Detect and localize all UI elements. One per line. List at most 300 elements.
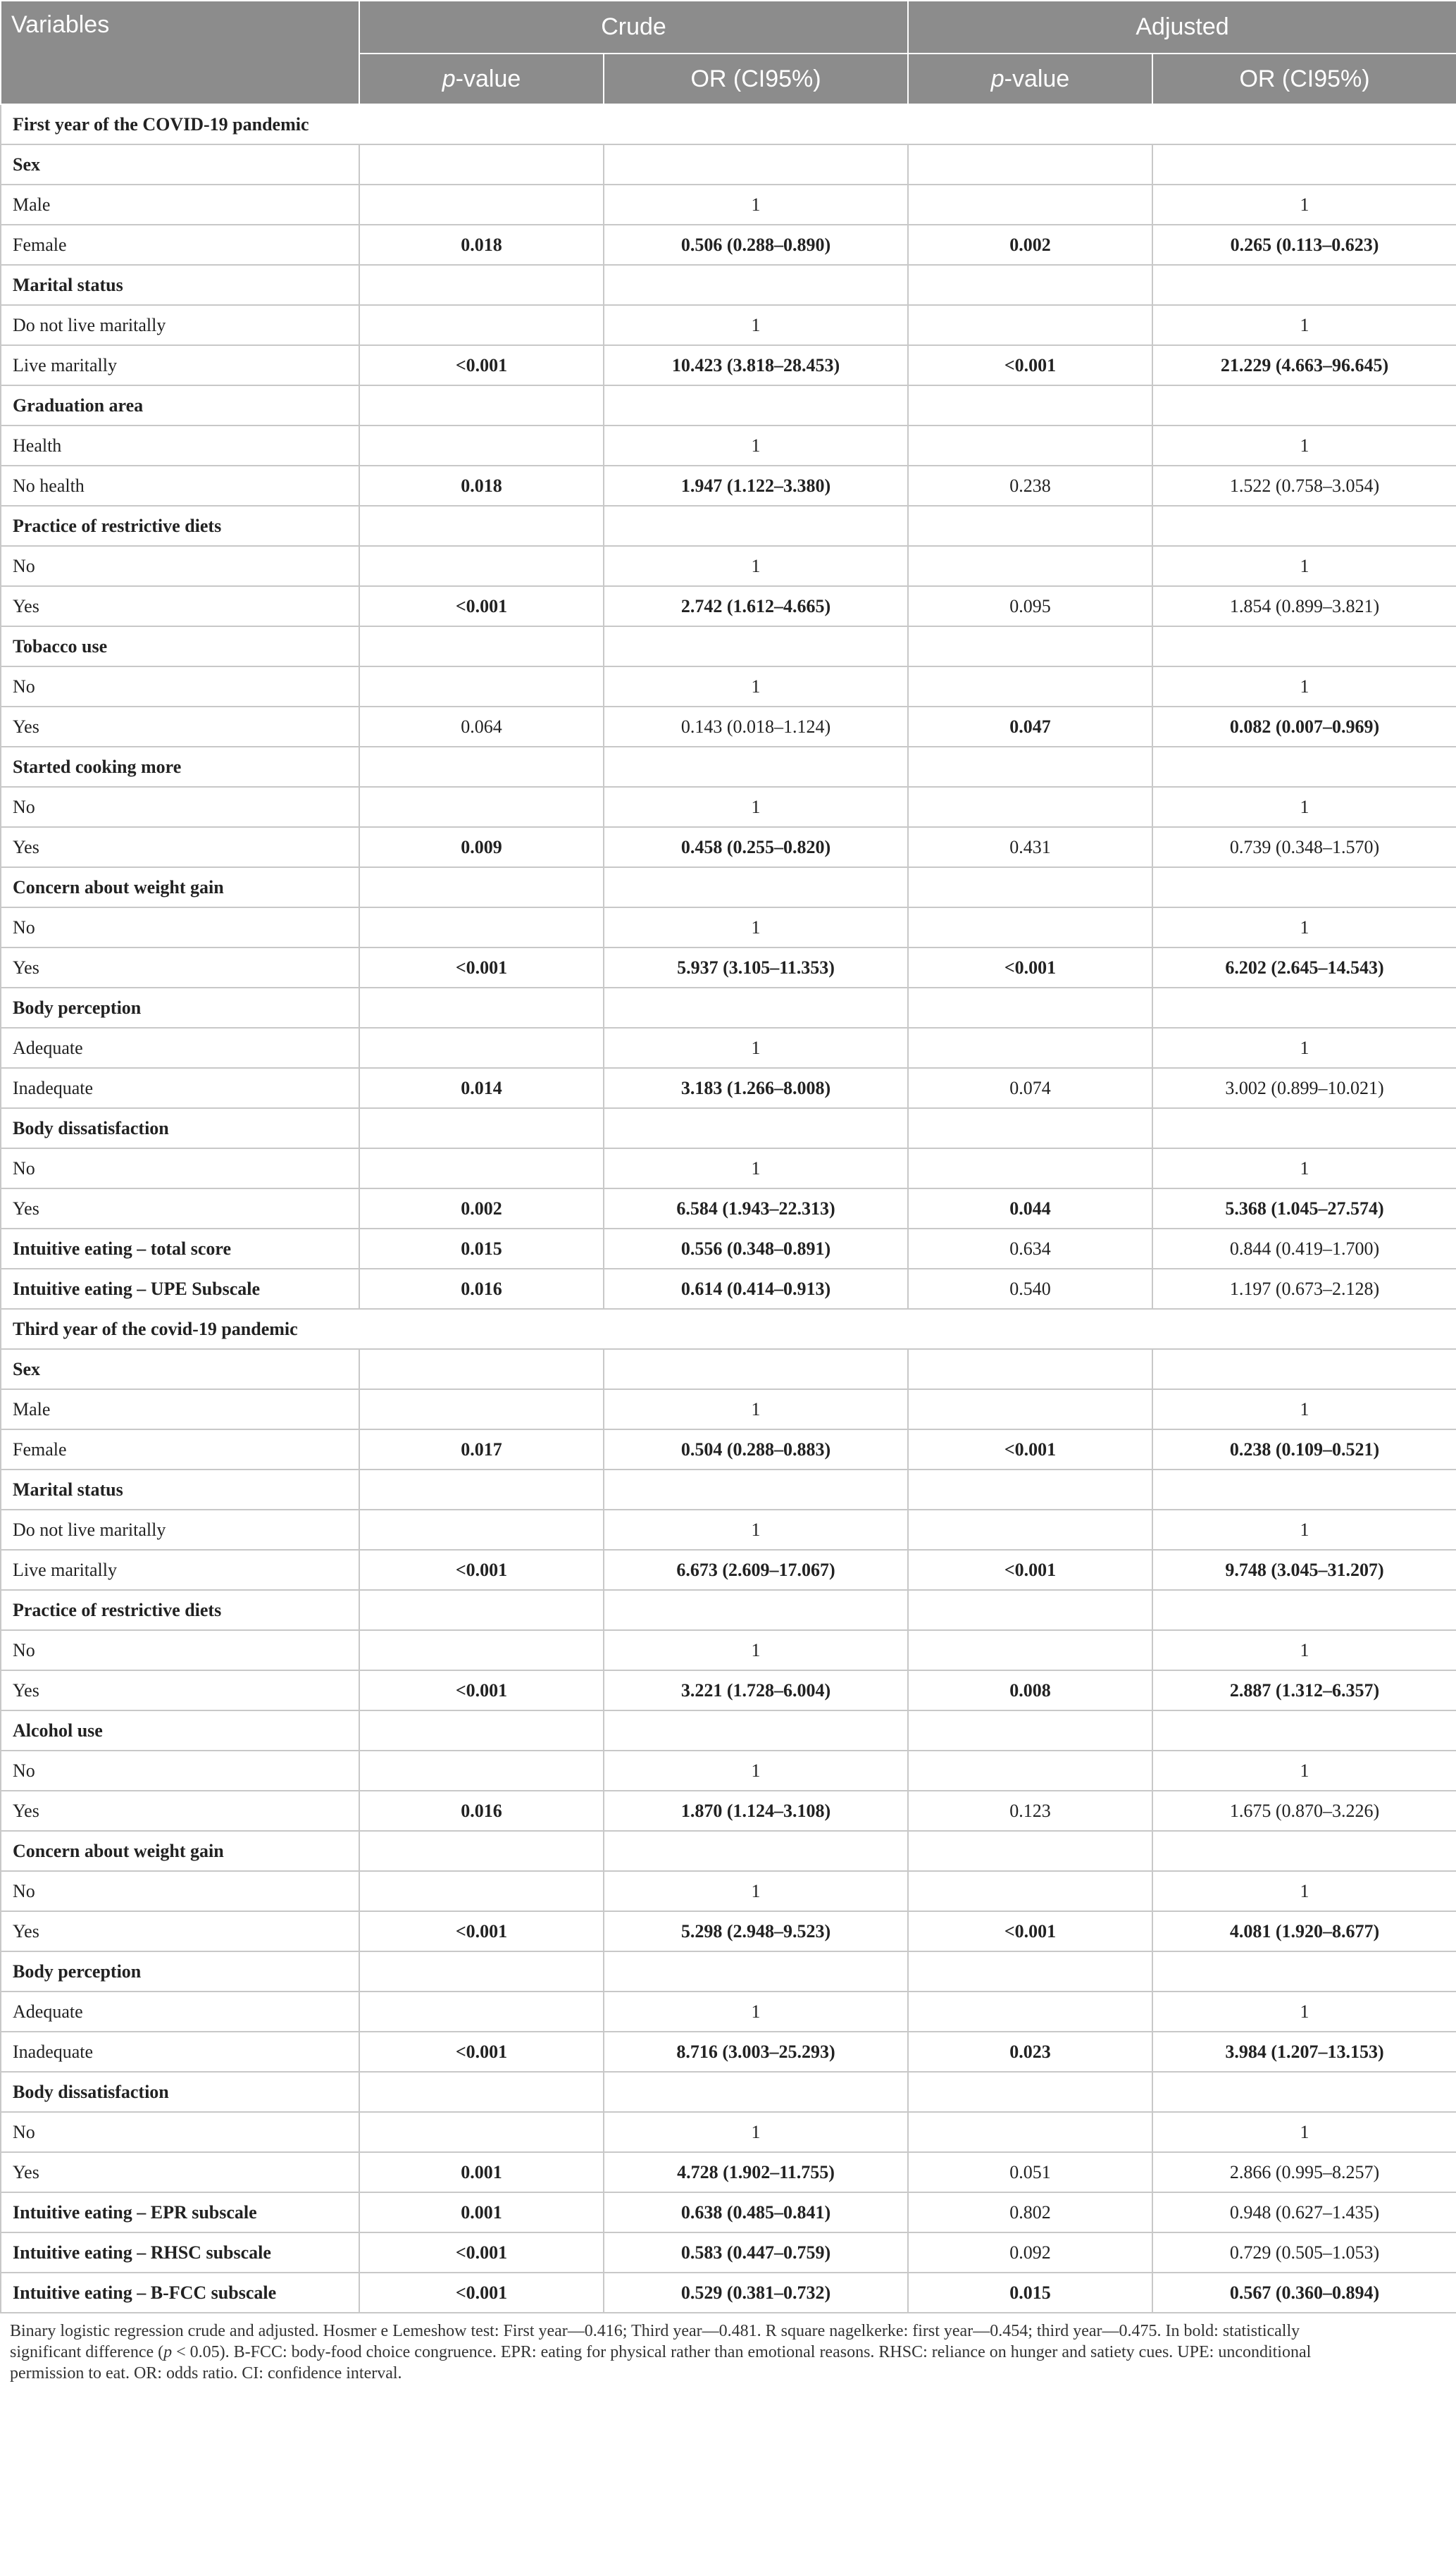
footnote-line-2: significant difference (p < 0.05). B-FCC: body-food choice congruence. EPR: eating for physical rather than emotional reasons. RHSC: reliance on hunger and satiety cues. UPE: unconditional xyxy=(10,2343,1312,2361)
crude-p-value: <0.001 xyxy=(359,1550,604,1590)
crude-p-value xyxy=(359,1751,604,1791)
adjusted-or: 1.197 (0.673–2.128) xyxy=(1152,1269,1456,1309)
empty-cell xyxy=(908,385,1152,425)
adjusted-p-value: 0.238 xyxy=(908,466,1152,506)
adjusted-or: 1 xyxy=(1152,1510,1456,1550)
variable-label: Intuitive eating – RHSC subscale xyxy=(1,2232,359,2273)
table-row xyxy=(1,345,1456,385)
adjusted-or: 3.002 (0.899–10.021) xyxy=(1152,1068,1456,1108)
crude-p-value xyxy=(359,1028,604,1068)
empty-cell xyxy=(908,1951,1152,1992)
crude-or: 0.143 (0.018–1.124) xyxy=(604,707,908,747)
crude-or: 1 xyxy=(604,1871,908,1911)
table-row xyxy=(1,1068,1456,1108)
section-row xyxy=(1,1309,1456,1349)
table-row xyxy=(1,1871,1456,1911)
empty-cell xyxy=(604,747,908,787)
group-row xyxy=(1,1710,1456,1751)
adjusted-p-value: 0.092 xyxy=(908,2232,1152,2273)
table-row xyxy=(1,1911,1456,1951)
crude-p-value xyxy=(359,185,604,225)
adjusted-p-value xyxy=(908,1630,1152,1670)
adjusted-or: 2.866 (0.995–8.257) xyxy=(1152,2152,1456,2192)
adjusted-or: 0.739 (0.348–1.570) xyxy=(1152,827,1456,867)
table-row xyxy=(1,1229,1456,1269)
variable-label: Intuitive eating – EPR subscale xyxy=(1,2192,359,2232)
variable-label: Male xyxy=(1,185,359,225)
variable-label: Female xyxy=(1,225,359,265)
table-row xyxy=(1,2192,1456,2232)
crude-or: 0.504 (0.288–0.883) xyxy=(604,1429,908,1470)
table-row xyxy=(1,425,1456,466)
empty-cell xyxy=(908,1831,1152,1871)
empty-cell xyxy=(604,867,908,907)
table-row xyxy=(1,466,1456,506)
crude-p-value xyxy=(359,546,604,586)
adjusted-p-value xyxy=(908,546,1152,586)
crude-or: 1 xyxy=(604,1992,908,2032)
crude-p-value xyxy=(359,1389,604,1429)
adjusted-or: 1 xyxy=(1152,1028,1456,1068)
crude-p-value: 0.017 xyxy=(359,1429,604,1470)
empty-cell xyxy=(359,2072,604,2112)
variable-label: No xyxy=(1,787,359,827)
empty-cell xyxy=(359,626,604,666)
variable-label: Yes xyxy=(1,1911,359,1951)
variable-label: Yes xyxy=(1,948,359,988)
empty-cell xyxy=(359,1951,604,1992)
crude-or: 1 xyxy=(604,666,908,707)
variable-label: Yes xyxy=(1,2152,359,2192)
adjusted-or: 1 xyxy=(1152,1992,1456,2032)
empty-cell xyxy=(908,1470,1152,1510)
adjusted-p-value: 0.074 xyxy=(908,1068,1152,1108)
variable-label: Intuitive eating – UPE Subscale xyxy=(1,1269,359,1309)
table-row xyxy=(1,666,1456,707)
group-label: Started cooking more xyxy=(1,747,359,787)
crude-or: 1 xyxy=(604,425,908,466)
adjusted-p-value: 0.023 xyxy=(908,2032,1152,2072)
adjusted-p-value: 0.051 xyxy=(908,2152,1152,2192)
empty-cell xyxy=(1152,1831,1456,1871)
empty-cell xyxy=(604,1590,908,1630)
group-row xyxy=(1,385,1456,425)
crude-or: 5.298 (2.948–9.523) xyxy=(604,1911,908,1951)
table-row xyxy=(1,2152,1456,2192)
adjusted-or: 0.948 (0.627–1.435) xyxy=(1152,2192,1456,2232)
section-row xyxy=(1,104,1456,144)
adjusted-p-value xyxy=(908,1510,1152,1550)
variable-label: No xyxy=(1,2112,359,2152)
variable-label: Health xyxy=(1,425,359,466)
empty-cell xyxy=(1152,1710,1456,1751)
empty-cell xyxy=(359,144,604,185)
table-row xyxy=(1,2273,1456,2313)
variable-label: No xyxy=(1,907,359,948)
table-row xyxy=(1,546,1456,586)
empty-cell xyxy=(1152,747,1456,787)
header-adjusted-p-value: p-value xyxy=(908,54,1152,104)
variable-label: Inadequate xyxy=(1,2032,359,2072)
group-label: Concern about weight gain xyxy=(1,867,359,907)
variable-label: Inadequate xyxy=(1,1068,359,1108)
table-row xyxy=(1,907,1456,948)
crude-or: 10.423 (3.818–28.453) xyxy=(604,345,908,385)
adjusted-or: 3.984 (1.207–13.153) xyxy=(1152,2032,1456,2072)
crude-or: 1 xyxy=(604,185,908,225)
group-label: Marital status xyxy=(1,265,359,305)
empty-cell xyxy=(1152,385,1456,425)
variable-label: Live maritally xyxy=(1,1550,359,1590)
empty-cell xyxy=(908,1108,1152,1148)
variable-label: Male xyxy=(1,1389,359,1429)
empty-cell xyxy=(908,506,1152,546)
adjusted-p-value: <0.001 xyxy=(908,1550,1152,1590)
empty-cell xyxy=(604,2072,908,2112)
group-label: Body dissatisfaction xyxy=(1,2072,359,2112)
adjusted-or: 21.229 (4.663–96.645) xyxy=(1152,345,1456,385)
adjusted-p-value: 0.044 xyxy=(908,1188,1152,1229)
empty-cell xyxy=(604,1349,908,1389)
adjusted-p-value: 0.008 xyxy=(908,1670,1152,1710)
crude-or: 0.458 (0.255–0.820) xyxy=(604,827,908,867)
header-variables: Variables xyxy=(1,1,359,104)
group-row xyxy=(1,1831,1456,1871)
adjusted-or: 1.854 (0.899–3.821) xyxy=(1152,586,1456,626)
crude-p-value xyxy=(359,1630,604,1670)
adjusted-p-value xyxy=(908,1871,1152,1911)
variable-label: No xyxy=(1,1751,359,1791)
crude-p-value: 0.001 xyxy=(359,2152,604,2192)
table-row xyxy=(1,1550,1456,1590)
adjusted-or: 0.844 (0.419–1.700) xyxy=(1152,1229,1456,1269)
crude-or: 4.728 (1.902–11.755) xyxy=(604,2152,908,2192)
adjusted-p-value xyxy=(908,1028,1152,1068)
table-row xyxy=(1,305,1456,345)
adjusted-p-value: 0.634 xyxy=(908,1229,1152,1269)
adjusted-or: 1 xyxy=(1152,787,1456,827)
variable-label: No health xyxy=(1,466,359,506)
table-row xyxy=(1,2232,1456,2273)
adjusted-p-value xyxy=(908,185,1152,225)
adjusted-or: 1 xyxy=(1152,425,1456,466)
group-row xyxy=(1,1590,1456,1630)
table-row xyxy=(1,948,1456,988)
empty-cell xyxy=(1152,867,1456,907)
crude-p-value: 0.014 xyxy=(359,1068,604,1108)
variable-label: Female xyxy=(1,1429,359,1470)
group-row xyxy=(1,2072,1456,2112)
table-header xyxy=(1,1,1456,104)
crude-p-value: <0.001 xyxy=(359,2232,604,2273)
crude-or: 1 xyxy=(604,1389,908,1429)
crude-or: 1 xyxy=(604,1630,908,1670)
adjusted-or: 1 xyxy=(1152,1630,1456,1670)
empty-cell xyxy=(604,1108,908,1148)
crude-or: 3.183 (1.266–8.008) xyxy=(604,1068,908,1108)
crude-or: 2.742 (1.612–4.665) xyxy=(604,586,908,626)
empty-cell xyxy=(604,988,908,1028)
table-row xyxy=(1,707,1456,747)
crude-p-value: <0.001 xyxy=(359,948,604,988)
header-crude-or: OR (CI95%) xyxy=(604,54,908,104)
adjusted-p-value: <0.001 xyxy=(908,1911,1152,1951)
empty-cell xyxy=(908,1349,1152,1389)
table-row xyxy=(1,1429,1456,1470)
group-row xyxy=(1,988,1456,1028)
table-body xyxy=(1,104,1456,2313)
adjusted-p-value xyxy=(908,1751,1152,1791)
group-label: Concern about weight gain xyxy=(1,1831,359,1871)
empty-cell xyxy=(359,1831,604,1871)
crude-p-value: 0.015 xyxy=(359,1229,604,1269)
adjusted-or: 0.082 (0.007–0.969) xyxy=(1152,707,1456,747)
crude-or: 1 xyxy=(604,546,908,586)
variable-label: No xyxy=(1,546,359,586)
table-row xyxy=(1,787,1456,827)
variable-label: Live maritally xyxy=(1,345,359,385)
group-row xyxy=(1,265,1456,305)
empty-cell xyxy=(359,1710,604,1751)
empty-cell xyxy=(1152,265,1456,305)
variable-label: No xyxy=(1,1148,359,1188)
empty-cell xyxy=(1152,144,1456,185)
crude-p-value xyxy=(359,425,604,466)
crude-p-value: <0.001 xyxy=(359,586,604,626)
table-row xyxy=(1,185,1456,225)
adjusted-or: 9.748 (3.045–31.207) xyxy=(1152,1550,1456,1590)
adjusted-p-value xyxy=(908,2112,1152,2152)
empty-cell xyxy=(359,1590,604,1630)
group-row xyxy=(1,626,1456,666)
crude-or: 1 xyxy=(604,907,908,948)
empty-cell xyxy=(359,506,604,546)
table-row xyxy=(1,1670,1456,1710)
empty-cell xyxy=(359,1108,604,1148)
crude-p-value: 0.001 xyxy=(359,2192,604,2232)
crude-p-value: <0.001 xyxy=(359,345,604,385)
crude-or: 0.583 (0.447–0.759) xyxy=(604,2232,908,2273)
group-row xyxy=(1,1108,1456,1148)
empty-cell xyxy=(908,626,1152,666)
adjusted-or: 5.368 (1.045–27.574) xyxy=(1152,1188,1456,1229)
empty-cell xyxy=(908,988,1152,1028)
table-row xyxy=(1,1148,1456,1188)
adjusted-or: 1.522 (0.758–3.054) xyxy=(1152,466,1456,506)
adjusted-or: 1 xyxy=(1152,1871,1456,1911)
header-crude: Crude xyxy=(359,1,908,54)
variable-label: Intuitive eating – B-FCC subscale xyxy=(1,2273,359,2313)
crude-p-value: 0.016 xyxy=(359,1269,604,1309)
group-label: Alcohol use xyxy=(1,1710,359,1751)
group-row xyxy=(1,506,1456,546)
table-row xyxy=(1,1630,1456,1670)
empty-cell xyxy=(1152,626,1456,666)
empty-cell xyxy=(604,1470,908,1510)
adjusted-or: 2.887 (1.312–6.357) xyxy=(1152,1670,1456,1710)
empty-cell xyxy=(604,1831,908,1871)
empty-cell xyxy=(1152,1108,1456,1148)
adjusted-or: 1 xyxy=(1152,546,1456,586)
crude-or: 1 xyxy=(604,1510,908,1550)
empty-cell xyxy=(604,265,908,305)
group-label: Practice of restrictive diets xyxy=(1,1590,359,1630)
adjusted-or: 0.729 (0.505–1.053) xyxy=(1152,2232,1456,2273)
crude-or: 1 xyxy=(604,1148,908,1188)
crude-p-value xyxy=(359,1992,604,2032)
empty-cell xyxy=(908,747,1152,787)
group-row xyxy=(1,144,1456,185)
empty-cell xyxy=(908,2072,1152,2112)
variable-label: Yes xyxy=(1,586,359,626)
adjusted-p-value: 0.431 xyxy=(908,827,1152,867)
empty-cell xyxy=(908,1710,1152,1751)
crude-or: 1.947 (1.122–3.380) xyxy=(604,466,908,506)
group-label: Body perception xyxy=(1,1951,359,1992)
adjusted-p-value xyxy=(908,425,1152,466)
crude-p-value: 0.018 xyxy=(359,225,604,265)
adjusted-p-value xyxy=(908,305,1152,345)
group-row xyxy=(1,1470,1456,1510)
table-row xyxy=(1,1751,1456,1791)
crude-or: 1 xyxy=(604,1028,908,1068)
adjusted-or: 0.238 (0.109–0.521) xyxy=(1152,1429,1456,1470)
adjusted-or: 1.675 (0.870–3.226) xyxy=(1152,1791,1456,1831)
adjusted-or: 1 xyxy=(1152,907,1456,948)
crude-p-value: <0.001 xyxy=(359,1911,604,1951)
crude-or: 3.221 (1.728–6.004) xyxy=(604,1670,908,1710)
adjusted-p-value xyxy=(908,1148,1152,1188)
variable-label: Yes xyxy=(1,1188,359,1229)
empty-cell xyxy=(1152,988,1456,1028)
table-row xyxy=(1,1791,1456,1831)
group-label: Sex xyxy=(1,1349,359,1389)
empty-cell xyxy=(1152,2072,1456,2112)
section-title: First year of the COVID-19 pandemic xyxy=(1,104,1456,144)
crude-or: 1 xyxy=(604,2112,908,2152)
adjusted-p-value xyxy=(908,907,1152,948)
crude-p-value xyxy=(359,305,604,345)
table-row xyxy=(1,2112,1456,2152)
adjusted-p-value xyxy=(908,1389,1152,1429)
variable-label: Adequate xyxy=(1,1992,359,2032)
group-row xyxy=(1,867,1456,907)
crude-p-value: <0.001 xyxy=(359,1670,604,1710)
adjusted-or: 1 xyxy=(1152,1751,1456,1791)
crude-p-value xyxy=(359,2112,604,2152)
footnote-line-1: Binary logistic regression crude and adjusted. Hosmer e Lemeshow test: First year—0.416; Third year—0.481. R square nagelkerke: first year—0.454; third year—0.475. In bold: statistically xyxy=(10,2322,1300,2340)
crude-p-value: <0.001 xyxy=(359,2273,604,2313)
adjusted-p-value: <0.001 xyxy=(908,1429,1152,1470)
table-row xyxy=(1,827,1456,867)
crude-or: 5.937 (3.105–11.353) xyxy=(604,948,908,988)
table-row xyxy=(1,1028,1456,1068)
adjusted-p-value xyxy=(908,787,1152,827)
adjusted-p-value: 0.047 xyxy=(908,707,1152,747)
table-row xyxy=(1,2032,1456,2072)
adjusted-p-value: 0.095 xyxy=(908,586,1152,626)
adjusted-p-value: 0.123 xyxy=(908,1791,1152,1831)
crude-or: 6.584 (1.943–22.313) xyxy=(604,1188,908,1229)
header-crude-p-value: p-value xyxy=(359,54,604,104)
empty-cell xyxy=(359,988,604,1028)
adjusted-p-value: <0.001 xyxy=(908,948,1152,988)
empty-cell xyxy=(1152,1590,1456,1630)
variable-label: Yes xyxy=(1,1791,359,1831)
table-row xyxy=(1,1992,1456,2032)
group-row xyxy=(1,747,1456,787)
empty-cell xyxy=(1152,1951,1456,1992)
crude-p-value xyxy=(359,1148,604,1188)
empty-cell xyxy=(604,506,908,546)
empty-cell xyxy=(908,867,1152,907)
empty-cell xyxy=(604,385,908,425)
group-label: Tobacco use xyxy=(1,626,359,666)
crude-p-value xyxy=(359,787,604,827)
empty-cell xyxy=(359,1470,604,1510)
adjusted-p-value xyxy=(908,1992,1152,2032)
crude-p-value: 0.009 xyxy=(359,827,604,867)
crude-or: 6.673 (2.609–17.067) xyxy=(604,1550,908,1590)
adjusted-or: 1 xyxy=(1152,2112,1456,2152)
group-label: Graduation area xyxy=(1,385,359,425)
variable-label: No xyxy=(1,666,359,707)
adjusted-or: 1 xyxy=(1152,1389,1456,1429)
crude-p-value: 0.016 xyxy=(359,1791,604,1831)
adjusted-or: 1 xyxy=(1152,1148,1456,1188)
crude-or: 1 xyxy=(604,1751,908,1791)
crude-p-value: 0.064 xyxy=(359,707,604,747)
empty-cell xyxy=(908,1590,1152,1630)
variable-label: Intuitive eating – total score xyxy=(1,1229,359,1269)
crude-or: 0.506 (0.288–0.890) xyxy=(604,225,908,265)
empty-cell xyxy=(604,626,908,666)
adjusted-or: 4.081 (1.920–8.677) xyxy=(1152,1911,1456,1951)
variable-label: No xyxy=(1,1871,359,1911)
adjusted-or: 1 xyxy=(1152,305,1456,345)
table-row xyxy=(1,1188,1456,1229)
adjusted-or: 1 xyxy=(1152,185,1456,225)
table-row xyxy=(1,1389,1456,1429)
empty-cell xyxy=(359,385,604,425)
adjusted-p-value xyxy=(908,666,1152,707)
crude-p-value xyxy=(359,907,604,948)
crude-p-value: <0.001 xyxy=(359,2032,604,2072)
table-row xyxy=(1,225,1456,265)
group-label: Marital status xyxy=(1,1470,359,1510)
variable-label: Yes xyxy=(1,1670,359,1710)
header-adjusted: Adjusted xyxy=(908,1,1456,54)
crude-or: 1 xyxy=(604,305,908,345)
crude-or: 1.870 (1.124–3.108) xyxy=(604,1791,908,1831)
empty-cell xyxy=(359,747,604,787)
footnote-line-3: permission to eat. OR: odds ratio. CI: confidence interval. xyxy=(10,2364,402,2382)
crude-or: 0.556 (0.348–0.891) xyxy=(604,1229,908,1269)
crude-p-value xyxy=(359,1871,604,1911)
group-label: Sex xyxy=(1,144,359,185)
variable-label: Adequate xyxy=(1,1028,359,1068)
section-title: Third year of the covid-19 pandemic xyxy=(1,1309,1456,1349)
table-row xyxy=(1,1510,1456,1550)
adjusted-or: 0.567 (0.360–0.894) xyxy=(1152,2273,1456,2313)
adjusted-or: 1 xyxy=(1152,666,1456,707)
group-row xyxy=(1,1951,1456,1992)
variable-label: No xyxy=(1,1630,359,1670)
crude-or: 0.614 (0.414–0.913) xyxy=(604,1269,908,1309)
empty-cell xyxy=(359,867,604,907)
crude-or: 0.638 (0.485–0.841) xyxy=(604,2192,908,2232)
crude-p-value: 0.018 xyxy=(359,466,604,506)
